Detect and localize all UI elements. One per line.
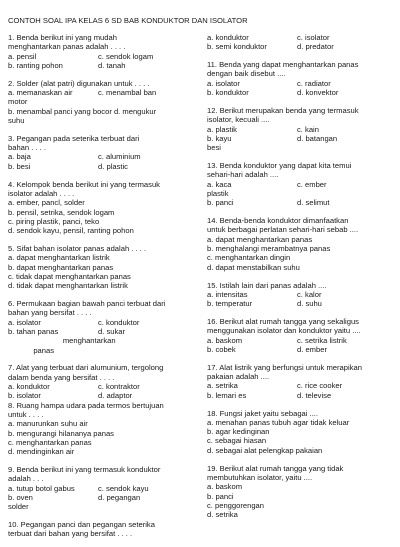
option: b. kayu <box>207 133 232 143</box>
question-text: 8. Ruang hampa udara pada termos bertujuan untuk . . . . <box>8 400 164 419</box>
option-row <box>8 391 190 400</box>
option-row <box>8 52 190 61</box>
option-line: suhu <box>8 115 25 125</box>
question-block <box>8 180 190 236</box>
question-block <box>8 244 190 290</box>
question-text: 15. Istilah lain dari panas adalah .... <box>207 280 327 290</box>
option: d. adaptor <box>98 391 133 401</box>
option: d. suhu <box>297 299 322 309</box>
option: d. plastic <box>98 161 128 171</box>
question-text: 12. Berikut merupakan benda yang termasuk isolator, kecuali .... <box>207 105 359 125</box>
option: d. sukar <box>98 326 126 336</box>
option: b. lemari es <box>207 390 247 400</box>
option: b. besi <box>8 161 31 171</box>
option-row <box>8 493 190 502</box>
option: b. isolator <box>8 391 41 401</box>
question-block <box>8 134 190 171</box>
option-row <box>8 88 190 97</box>
option-line: d. sendok kayu, pensil, ranting pohon <box>8 226 134 236</box>
question-block <box>207 363 393 400</box>
question-text: 10. Pegangan panci dan pegangan seterika terbuat dari bahan yang bersifat . . . . <box>8 520 155 539</box>
option: b. oven <box>8 492 33 502</box>
question-text: 11. Benda yang dapat menghantarkan panas dengan baik disebut .... <box>207 60 359 79</box>
option: a. baskom <box>207 335 243 345</box>
option: c. radiator <box>297 78 331 88</box>
option: a. setrika <box>207 381 238 391</box>
option-line: d. dapat menstabilkan suhu <box>207 262 300 272</box>
option: d. selimut <box>297 198 330 208</box>
option-row <box>207 88 393 97</box>
option: c. sendok logam <box>98 51 154 61</box>
option-line: d. tidak dapat menghantarkan listrik <box>8 281 128 291</box>
option-row <box>207 336 393 345</box>
question-text: 14. Benda-benda konduktor dimanfaatkan untuk berbagai perlatan sehari-hari sebab .... <box>207 216 359 235</box>
option: a. memanaskan air <box>8 88 73 98</box>
page-title: CONTOH SOAL IPA KELAS 6 SD BAB KONDUKTOR DAN ISOLATOR <box>8 16 248 25</box>
option-line: menghantarkan <box>8 336 116 346</box>
left-column <box>8 33 190 547</box>
question-block <box>207 317 393 354</box>
option-row <box>8 61 190 70</box>
option-line: d. sebagai alat pelengkap pakaian <box>207 445 323 455</box>
question-block <box>8 363 190 400</box>
option-line: c. menghantarkan panas <box>8 437 92 447</box>
option-line: d. mendinginkan air <box>8 447 75 457</box>
option: a. plastik <box>207 124 237 134</box>
question-block <box>8 33 190 70</box>
option-line: a. dapat menghantarkan panas <box>207 234 313 244</box>
right-column <box>207 33 393 528</box>
option-line: solder <box>8 502 29 512</box>
option: c. menambal ban <box>98 88 157 98</box>
question-text: 6. Permukaan bagian bawah panci terbuat dari bahan yang bersifat . . . . <box>8 299 166 318</box>
option: c. sendok kayu <box>98 483 149 493</box>
question-block <box>8 520 190 539</box>
question-block <box>207 106 393 152</box>
option: d. konvektor <box>297 88 339 98</box>
option: a. pensil <box>8 51 37 61</box>
option: c. aluminium <box>98 152 141 162</box>
option: a. isolator <box>8 317 41 327</box>
option: b. semi konduktor <box>207 42 267 52</box>
question-block <box>207 216 393 272</box>
option-row <box>207 381 393 390</box>
option-row <box>8 318 190 327</box>
option: b. ranting pohon <box>8 60 63 70</box>
option-line: b. menghalangi merambatnya panas <box>207 244 331 254</box>
question-block <box>207 161 393 207</box>
question-text: 17. Alat listrik yang berfungsi untuk merapikan pakaian adalah .... <box>207 362 362 382</box>
question-block <box>207 281 393 309</box>
option-row <box>207 180 393 189</box>
option: c. setrika listrik <box>297 335 347 345</box>
question-text: 1. Benda berikut ini yang mudah menghantarkan panas adalah . . . . <box>8 33 126 52</box>
option: d. tanah <box>98 60 126 70</box>
option-line: motor <box>8 97 28 107</box>
option: d. ember <box>297 344 327 354</box>
option-row <box>207 125 393 134</box>
option-row <box>8 152 190 161</box>
option-line: b. panci <box>207 491 234 501</box>
option-line: c. sebagai hiasan <box>207 436 267 446</box>
option-row <box>8 327 190 336</box>
option: b. tahan panas <box>8 326 59 336</box>
option: b. cobek <box>207 344 236 354</box>
option-row <box>207 134 393 143</box>
option: c. isolator <box>297 33 330 42</box>
option: c. kalor <box>297 289 322 299</box>
option-line: panas <box>8 345 55 355</box>
question-block <box>8 465 190 511</box>
option: b. temperatur <box>207 299 253 309</box>
option-row <box>207 299 393 308</box>
option-row <box>207 290 393 299</box>
option: d. pegangan <box>98 492 141 502</box>
option-row <box>8 382 190 391</box>
question-text: 7. Alat yang terbuat dari alumunium, tergolong dalam benda yang bersifat . . . . <box>8 363 164 382</box>
question-text: 16. Berikut alat rumah tangga yang sekaligus menggunakan isolator dan konduktor yaitu .... <box>207 316 361 336</box>
option-line: b. dapat menghantarkan panas <box>8 262 114 272</box>
option-row <box>207 198 393 207</box>
option: d. predator <box>297 42 334 52</box>
option-line: c. piring plastik, panci, teko <box>8 216 100 226</box>
question-text: 13. Benda konduktor yang dapat kita temui sehari-hari adalah .... <box>207 161 352 180</box>
option: a. tutup botol gabus <box>8 483 75 493</box>
question-block <box>207 464 393 520</box>
question-block <box>207 33 393 52</box>
question-text: 3. Pegangan pada seterika terbuat dari bahan . . . . <box>8 133 140 153</box>
question-block <box>207 409 393 455</box>
option-line: plastik <box>207 188 229 198</box>
option: d. televise <box>297 390 332 400</box>
option-row <box>207 79 393 88</box>
option-line: b. menambal panci yang bocor d. mengukur <box>8 106 157 116</box>
option-line: d. setrika <box>207 510 238 520</box>
option-line: a. baskom <box>207 482 243 492</box>
option-line: b. agar kedinginan <box>207 427 270 437</box>
option-row <box>207 33 393 42</box>
option-row <box>8 484 190 493</box>
option-line: b. mengurangi hilananya panas <box>8 428 114 438</box>
option: a. kaca <box>207 179 232 189</box>
option-line: c. penggorengan <box>207 500 265 510</box>
option: b. konduktor <box>207 88 249 98</box>
option-line: c. menghantarkan dingin <box>207 253 291 263</box>
option-line: c. tidak dapat menghantarkan panas <box>8 271 131 281</box>
option: a. konduktor <box>207 33 249 42</box>
option: c. kontraktor <box>98 382 140 392</box>
option-row <box>8 162 190 171</box>
option: a. baja <box>8 152 31 162</box>
question-block <box>8 79 190 125</box>
option: c. kain <box>297 124 319 134</box>
option: c. rice cooker <box>297 381 343 391</box>
question-text: 2. Solder (alat patri) digunakan untuk . . . . <box>8 78 150 88</box>
option-line: a. menahan panas tubuh agar tidak keluar <box>207 417 350 427</box>
option: b. panci <box>207 198 234 208</box>
option-line: a. manurunkan suhu air <box>8 419 88 429</box>
option-line: a. dapat menghantarkan listrik <box>8 253 110 263</box>
option-row <box>207 42 393 51</box>
option-row <box>207 345 393 354</box>
question-text: 5. Sifat bahan isolator panas adalah . . . . <box>8 244 147 254</box>
question-block <box>207 60 393 97</box>
question-block <box>8 401 190 457</box>
option: c. ember <box>297 179 327 189</box>
option-line: a. ember, pancl, solder <box>8 198 85 208</box>
option-row <box>207 391 393 400</box>
option: a. isolator <box>207 78 240 88</box>
question-text: 19. Berikut alat rumah tangga yang tidak membutuhkan isolator, yaitu .... <box>207 463 344 482</box>
question-text: 9. Benda berikut ini yang termasuk konduktor adalah . . . <box>8 465 161 484</box>
question-text: 4. Kelompok benda berikut ini yang termasuk isolator adalah . . . . <box>8 179 160 198</box>
question-text: 18. Fungsi jaket yaitu sebagai .... <box>207 408 319 418</box>
option-line: besi <box>207 143 221 153</box>
question-block <box>8 299 190 355</box>
option-line: b. pensil, setrika, sendok logam <box>8 207 115 217</box>
option: c. konduktor <box>98 317 140 327</box>
option: a. konduktor <box>8 382 50 392</box>
option: d. batangan <box>297 133 338 143</box>
option: a. intensitas <box>207 289 248 299</box>
